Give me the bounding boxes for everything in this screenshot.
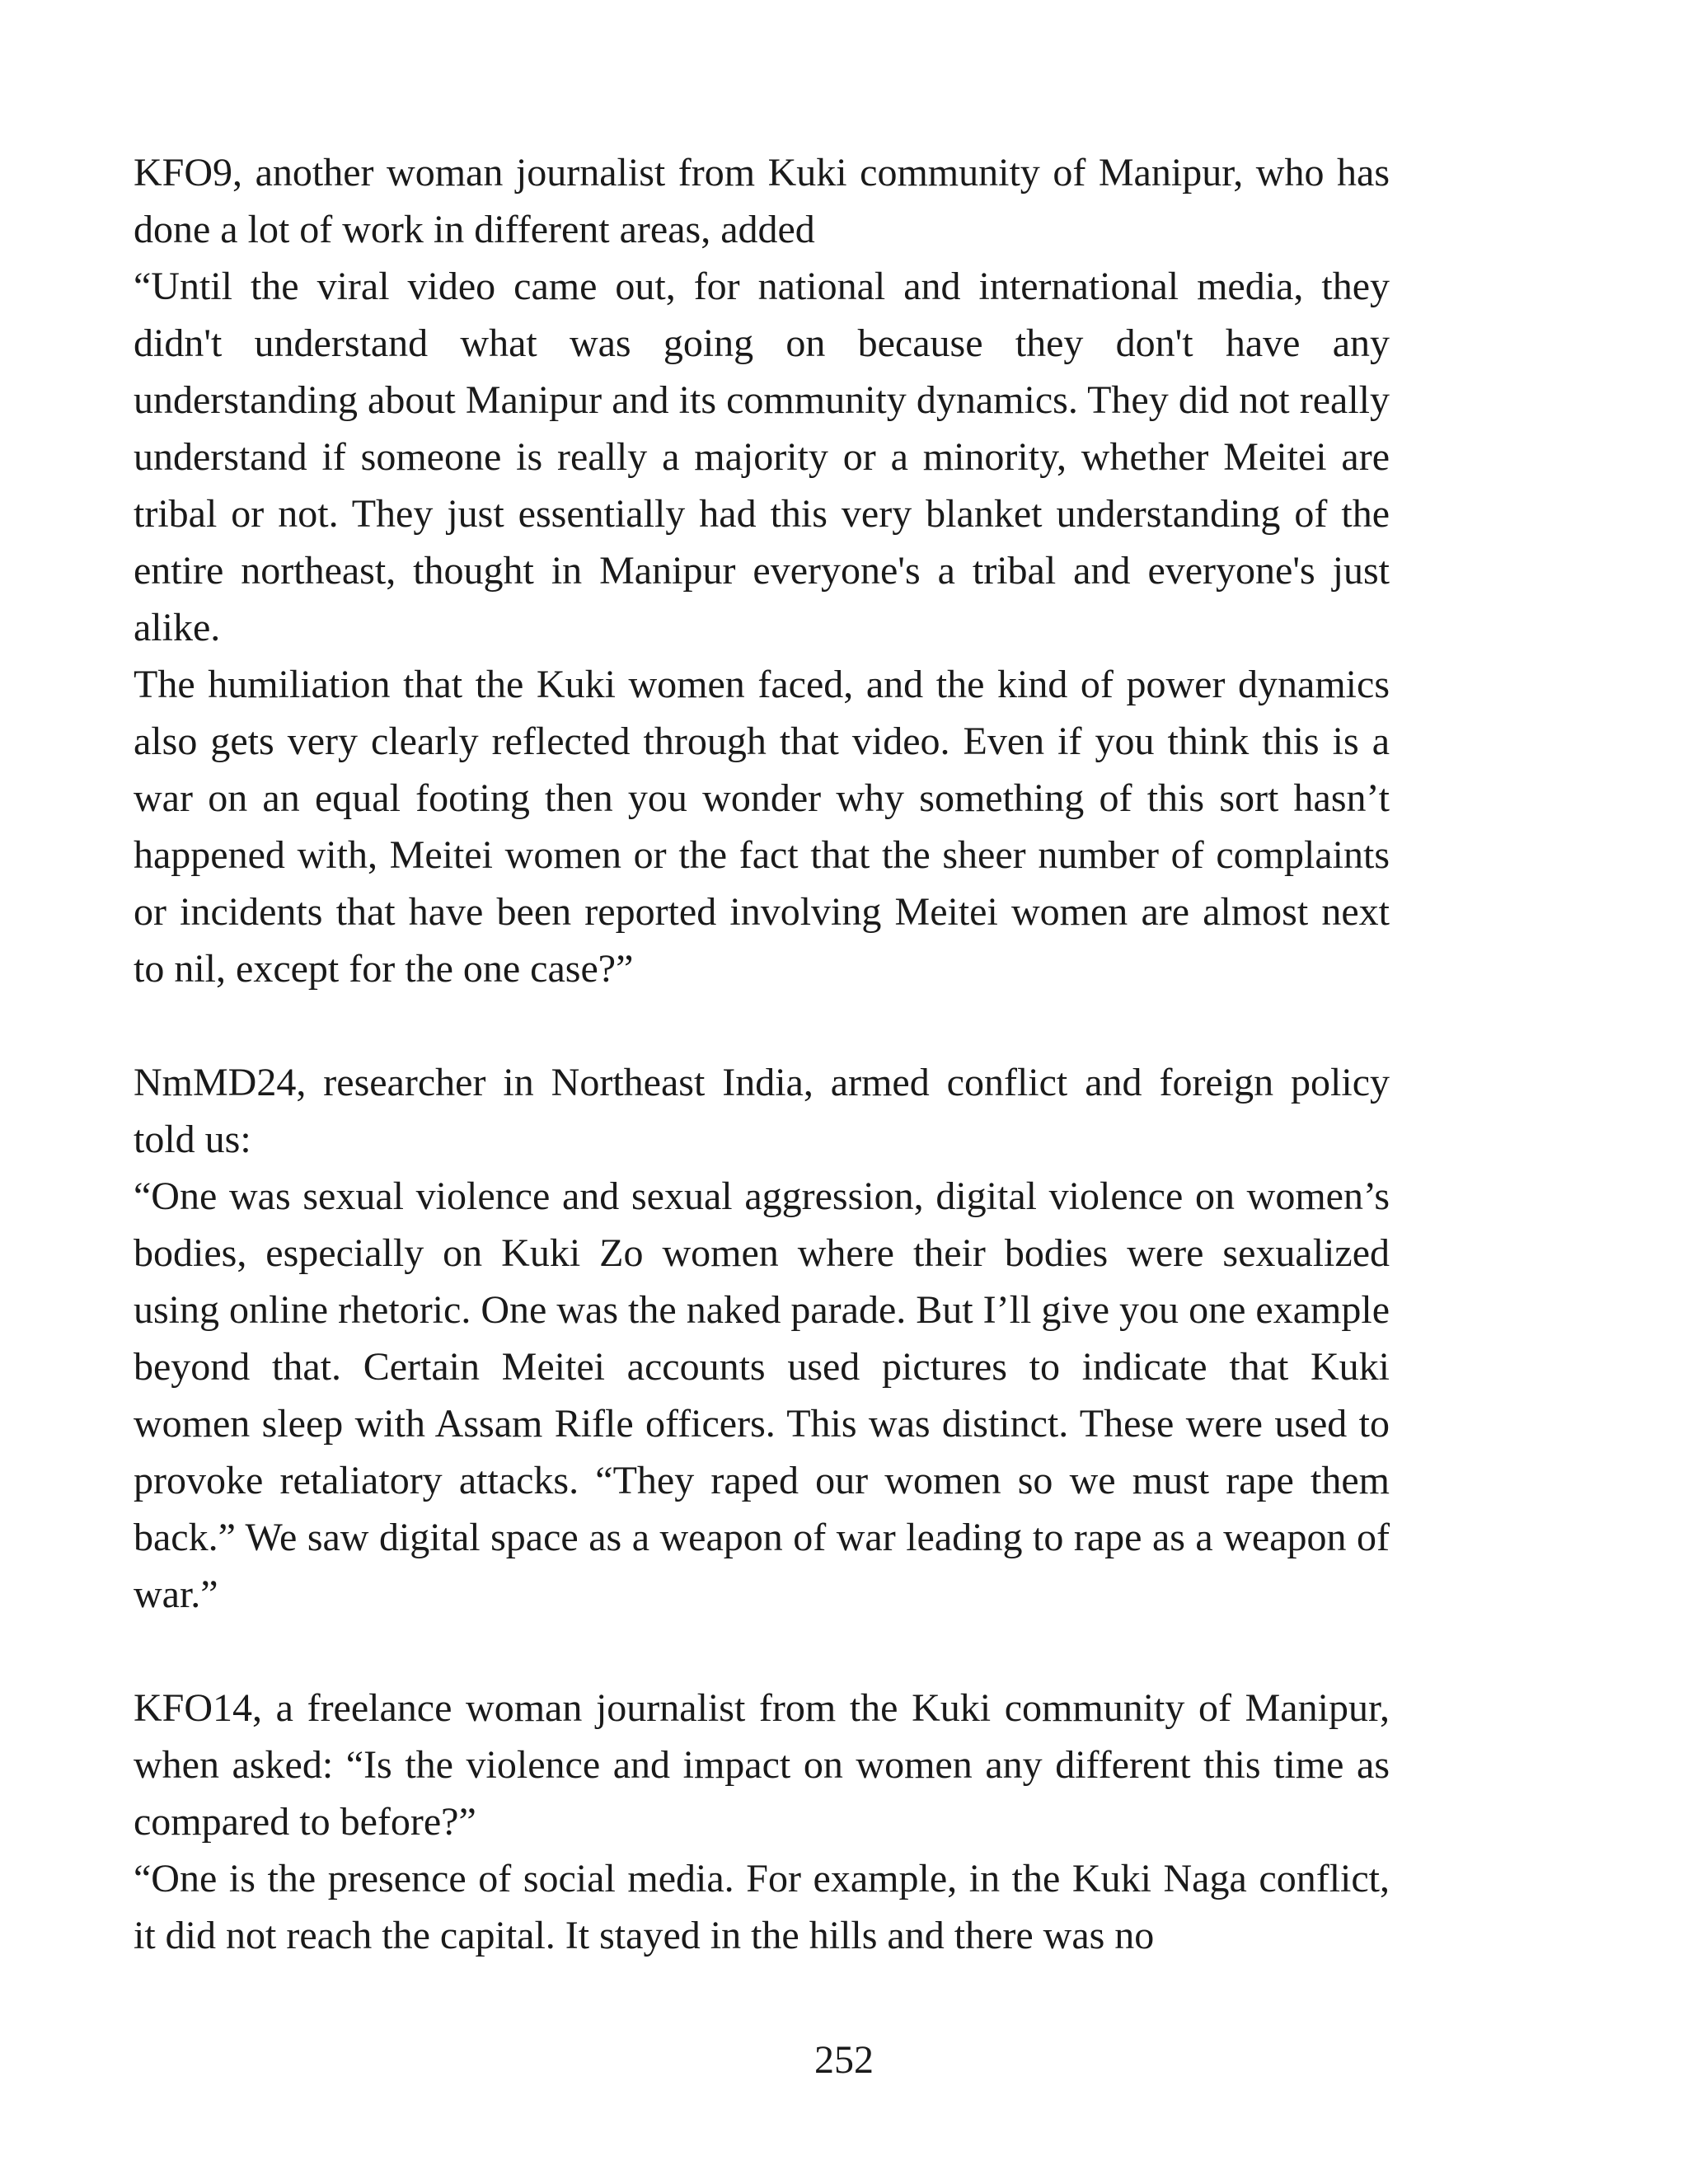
paragraph-kfo14-quote: “One is the presence of social media. For example, in the Kuki Naga conflict, it did not reach the capital. It stayed in the hills and there was no: [134, 1857, 1390, 1957]
paragraph-spacer: [134, 1623, 1390, 1680]
paragraph-kfo9-quote-1: “Until the viral video came out, for national and international media, they didn't understand what was going on because they don't have any understanding about Manipur and its community dynamics. They did not really understand if someone is really a majority or a minority, whether Meitei are tribal or not. They just essentially had this very blanket understanding of the entire northeast, thought in Manipur everyone's a tribal and everyone's just alike.: [134, 265, 1390, 649]
page-number: 252: [814, 2038, 874, 2082]
paragraph-kfo14-intro: KFO14, a freelance woman journalist from the Kuki community of Manipur, when asked: “Is the violence and impact on women any different this time as compared to before?”: [134, 1686, 1390, 1844]
paragraph-nmmd24-intro: NmMD24, researcher in Northeast India, armed conflict and foreign policy told us:: [134, 1061, 1390, 1161]
paragraph-spacer: [134, 997, 1390, 1054]
page-body: [134, 144, 1390, 1964]
paragraph-kfo9-intro: KFO9, another woman journalist from Kuki community of Manipur, who has done a lot of work in different areas, added: [134, 151, 1390, 251]
paragraph-nmmd24-quote: “One was sexual violence and sexual aggression, digital violence on women’s bodies, especially on Kuki Zo women where their bodies were sexualized using online rhetoric. One was the naked parade. But I’ll give you one example beyond that. Certain Meitei accounts used pictures to indicate that Kuki women sleep with Assam Rifle officers. This was distinct. These were used to provoke retaliatory attacks. “They raped our women so we must rape them back.” We saw digital space as a weapon of war leading to rape as a weapon of war.”: [134, 1174, 1390, 1616]
paragraph-kfo9-quote-2: The humiliation that the Kuki women faced, and the kind of power dynamics also gets very clearly reflected through that video. Even if you think this is a war on an equal footing then you wonder why something of this sort hasn’t happened with, Meitei women or the fact that the sheer number of complaints or incidents that have been reported involving Meitei women are almost next to nil, except for the one case?”: [134, 663, 1390, 991]
